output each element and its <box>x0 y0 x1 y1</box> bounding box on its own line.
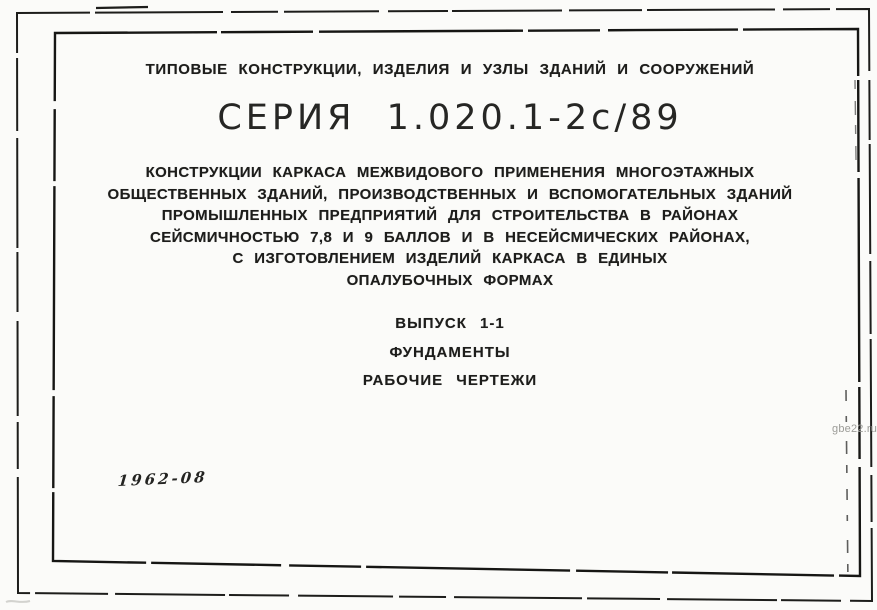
document-header-line: ТИПОВЫЕ КОНСТРУКЦИИ, ИЗДЕЛИЯ И УЗЛЫ ЗДАНИЙ И СООРУЖЕНИЙ <box>145 61 755 78</box>
description-line: ОБЩЕСТВЕННЫХ ЗДАНИЙ, ПРОИЗВОДСТВЕННЫХ И ВСПОМОГАТЕЛЬНЫХ ЗДАНИЙ <box>107 185 793 203</box>
right-inner-doubled-segment <box>855 80 856 160</box>
outer-frame-overlap-dash <box>96 7 148 8</box>
description-line: С ИЗГОТОВЛЕНИЕМ ИЗДЕЛИЙ КАРКАСА В ЕДИНЫХ <box>232 250 668 267</box>
series-title: СЕРИЯ 1.020.1-2с/89 <box>217 98 683 138</box>
watermark: gbe22.ru <box>832 423 877 435</box>
description-line: ОПАЛУБОЧНЫХ ФОРМАХ <box>346 271 554 289</box>
right-edge-stray-dashes <box>846 390 848 586</box>
handwritten-note: 1962-08 <box>117 467 209 490</box>
description-line: ПРОМЫШЛЕННЫХ ПРЕДПРИЯТИЙ ДЛЯ СТРОИТЕЛЬСТВА В РАЙОНАХ <box>161 207 739 224</box>
issue-line: ВЫПУСК 1-1 <box>395 315 505 332</box>
description-line: СЕЙСМИЧНОСТЬЮ 7,8 И 9 БАЛЛОВ И В НЕСЕЙСМИЧЕСКИХ РАЙОНАХ, <box>149 228 751 246</box>
description-line: КОНСТРУКЦИИ КАРКАСА МЕЖВИДОВОГО ПРИМЕНЕНИЯ МНОГОЭТАЖНЫХ <box>145 164 755 181</box>
subject-line: ФУНДАМЕНТЫ <box>389 344 511 361</box>
scan-smudge <box>6 601 30 602</box>
doc-type-line: РАБОЧИЕ ЧЕРТЕЖИ <box>362 372 538 389</box>
description-paragraph <box>60 162 840 291</box>
